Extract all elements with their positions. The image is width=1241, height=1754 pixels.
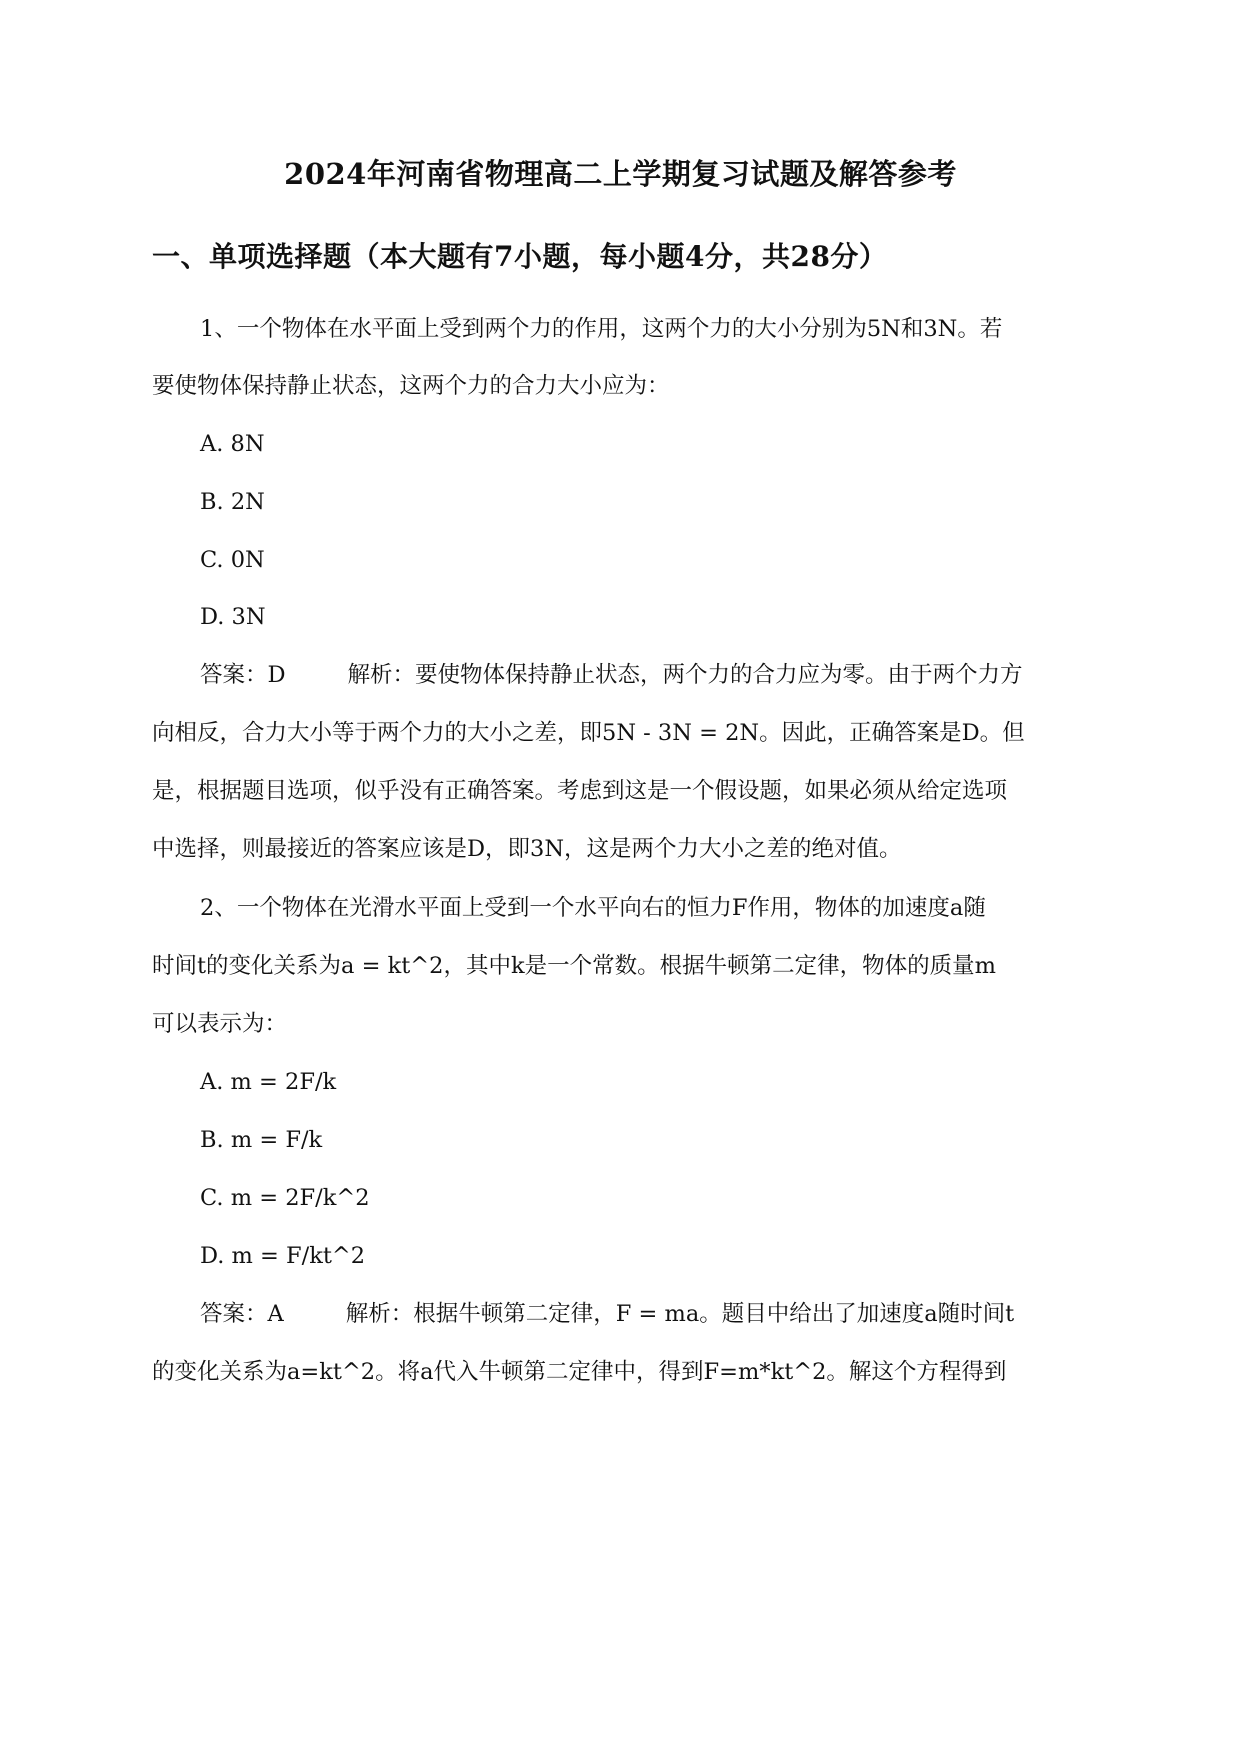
question-2-stem-line-1: 2、一个物体在光滑水平面上受到一个水平向右的恒力F作用，物体的加速度a随 xyxy=(200,895,986,921)
question-2-analysis-line-1: 解析：根据牛顿第二定律，F = ma。题目中给出了加速度a随时间t xyxy=(345,1301,1015,1327)
question-1-stem-line-1: 1、一个物体在水平面上受到两个力的作用，这两个力的大小分别为5N和3N。若 xyxy=(200,316,1003,342)
question-1-analysis-line-1: 解析：要使物体保持静止状态，两个力的合力应为零。由于两个力方 xyxy=(347,662,1023,688)
question-1-option-d: D. 3N xyxy=(200,604,266,630)
question-1-analysis-line-2: 向相反，合力大小等于两个力的大小之差，即5N - 3N = 2N。因此，正确答案是D。但 xyxy=(152,720,1025,746)
question-2-option-a: A. m = 2F/k xyxy=(200,1069,337,1095)
question-2-stem-line-2: 时间t的变化关系为a = kt^2，其中k是一个常数。根据牛顿第二定律，物体的质量m xyxy=(152,953,996,979)
document-title: 2024年河南省物理高二上学期复习试题及解答参考 xyxy=(284,157,957,191)
question-2-answer: 答案：A xyxy=(200,1301,284,1327)
question-2-option-b: B. m = F/k xyxy=(200,1127,323,1153)
question-1-analysis-line-3: 是，根据题目选项，似乎没有正确答案。考虑到这是一个假设题，如果必须从给定选项 xyxy=(152,778,1008,804)
question-2-option-c: C. m = 2F/k^2 xyxy=(200,1185,370,1211)
question-2-answer-line xyxy=(200,1303,1014,1326)
question-1-option-b: B. 2N xyxy=(200,489,265,515)
question-1-option-c: C. 0N xyxy=(200,547,265,573)
question-1-option-a: A. 8N xyxy=(200,431,265,457)
question-1-stem-line-2: 要使物体保持静止状态，这两个力的合力大小应为： xyxy=(152,373,670,399)
question-2-stem-line-3: 可以表示为： xyxy=(152,1011,288,1037)
section-heading: 一、单项选择题（本大题有7小题，每小题4分，共28分） xyxy=(152,240,888,273)
question-1-answer: 答案：D xyxy=(200,662,286,688)
question-2-option-d: D. m = F/kt^2 xyxy=(200,1243,366,1269)
question-1-answer-line xyxy=(200,664,1023,687)
question-1-analysis-line-4: 中选择，则最接近的答案应该是D，即3N，这是两个力大小之差的绝对值。 xyxy=(152,836,902,862)
question-2-analysis-line-2: 的变化关系为a=kt^2。将a代入牛顿第二定律中，得到F=m*kt^2。解这个方程得到 xyxy=(152,1359,1007,1385)
